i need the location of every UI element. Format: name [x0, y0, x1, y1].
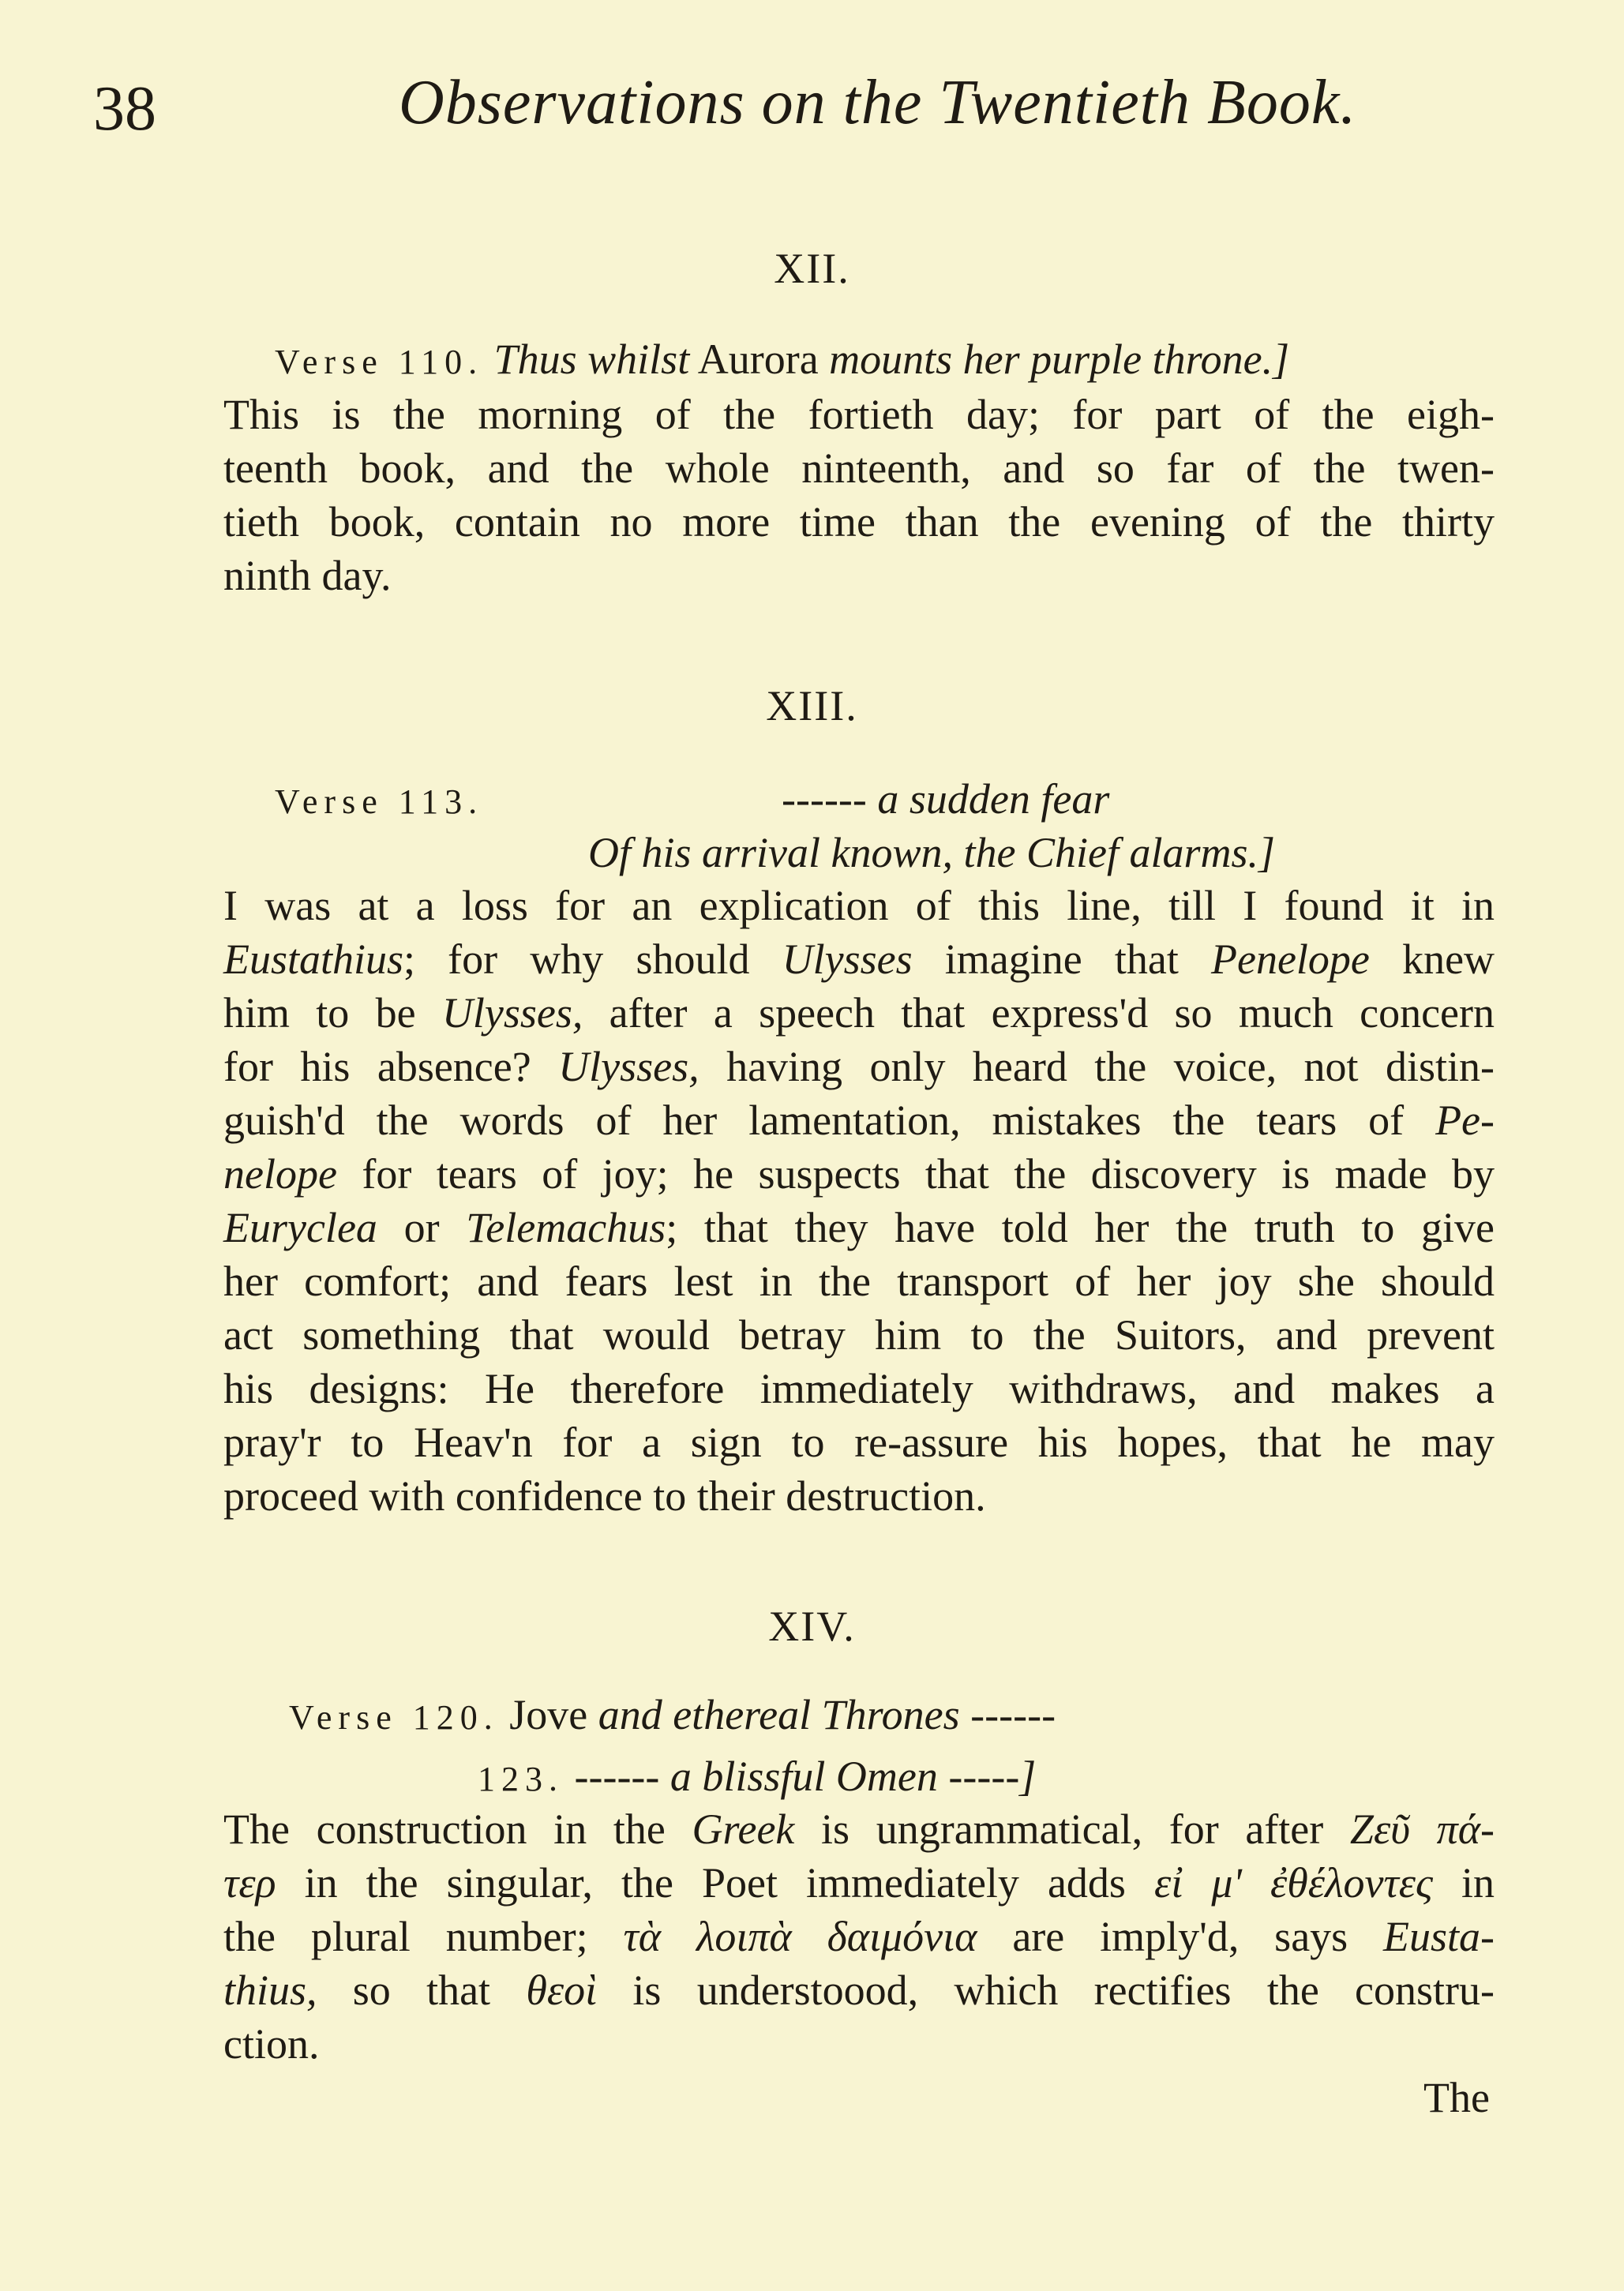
text-line: guish'd the words of her lamentation, mistakes the tears of Pe-	[223, 1097, 1495, 1144]
text-line: ction.	[223, 2020, 320, 2068]
lemma-xiv-2	[478, 1755, 1036, 1798]
lemma-quote: ------ a sudden fear	[782, 775, 1110, 823]
lemma-xiv	[289, 1693, 1056, 1736]
verse-label: Verse 110.	[275, 343, 484, 381]
text-line: nelope for tears of joy; he suspects that the discovery is made by	[223, 1150, 1495, 1198]
lemma-quote: and ethereal Thrones ------	[598, 1691, 1056, 1738]
lemma-xii	[275, 338, 1289, 381]
text-line: him to be Ulysses, after a speech that express'd so much concern	[223, 989, 1495, 1037]
lemma-quote: Thus whilst	[493, 336, 690, 383]
lemma-quote-roman: Aurora	[697, 336, 819, 383]
text-line: Eustathius; for why should Ulysses imagine that Penelope knew	[223, 936, 1495, 983]
page-number: 38	[93, 74, 156, 144]
text-line: her comfort; and fears lest in the transport of her joy she should	[223, 1258, 1495, 1305]
text-line: teenth book, and the whole ninteenth, and so far of the twen-	[223, 444, 1495, 492]
lemma-xiii-label	[275, 778, 483, 820]
text-line: for his absence? Ulysses, having only heard the voice, not distin-	[223, 1043, 1495, 1090]
running-title: Observations on the Twentieth Book.	[399, 68, 1357, 137]
catchword: The	[1423, 2074, 1490, 2121]
text-line: τερ in the singular, the Poet immediately adds εἰ μ' ἐθέλοντες in	[223, 1859, 1495, 1907]
section-number-xiv: XIV.	[768, 1603, 856, 1650]
text-line: ninth day.	[223, 552, 392, 599]
text-line: thius, so that θεοὶ is understoood, which rectifies the constru-	[223, 1967, 1495, 2014]
text-line: act something that would betray him to the Suitors, and prevent	[223, 1311, 1495, 1359]
text-line: The construction in the Greek is ungrammatical, for after Ζεῦ πά-	[223, 1805, 1495, 1853]
text-line: This is the morning of the fortieth day; for part of the eigh-	[223, 391, 1495, 438]
text-line: his designs: He therefore immediately withdraws, and makes a	[223, 1365, 1495, 1412]
verse-label: Verse 120.	[289, 1698, 499, 1737]
lemma-quote: ------ a blissful Omen -----]	[574, 1753, 1037, 1800]
verse-label: Verse 113.	[275, 782, 484, 821]
lemma-xiii-quote	[782, 775, 1110, 823]
text-line: I was at a loss for an explication of this line, till I found it in	[223, 882, 1495, 929]
section-number-xii: XII.	[774, 245, 850, 292]
text-line: tieth book, contain no more time than the evening of the thirty	[223, 498, 1495, 546]
section-number-xiii: XIII.	[766, 682, 858, 729]
lemma-quote-roman: Jove	[509, 1691, 588, 1738]
text-line: proceed with confidence to their destruction.	[223, 1472, 986, 1520]
text-line: pray'r to Heav'n for a sign to re-assure his hopes, that he may	[223, 1419, 1495, 1466]
text-line: Euryclea or Telemachus; that they have told her the truth to give	[223, 1204, 1495, 1251]
lemma-quote: mounts her purple throne.]	[829, 336, 1290, 383]
lemma-xiii-quote	[588, 831, 1275, 874]
text-line: the plural number; τὰ λοιπὰ δαιμόνια are imply'd, says Eusta-	[223, 1913, 1495, 1960]
verse-label: 123.	[478, 1760, 564, 1798]
lemma-quote: Of his arrival known, the Chief alarms.]	[588, 829, 1276, 876]
